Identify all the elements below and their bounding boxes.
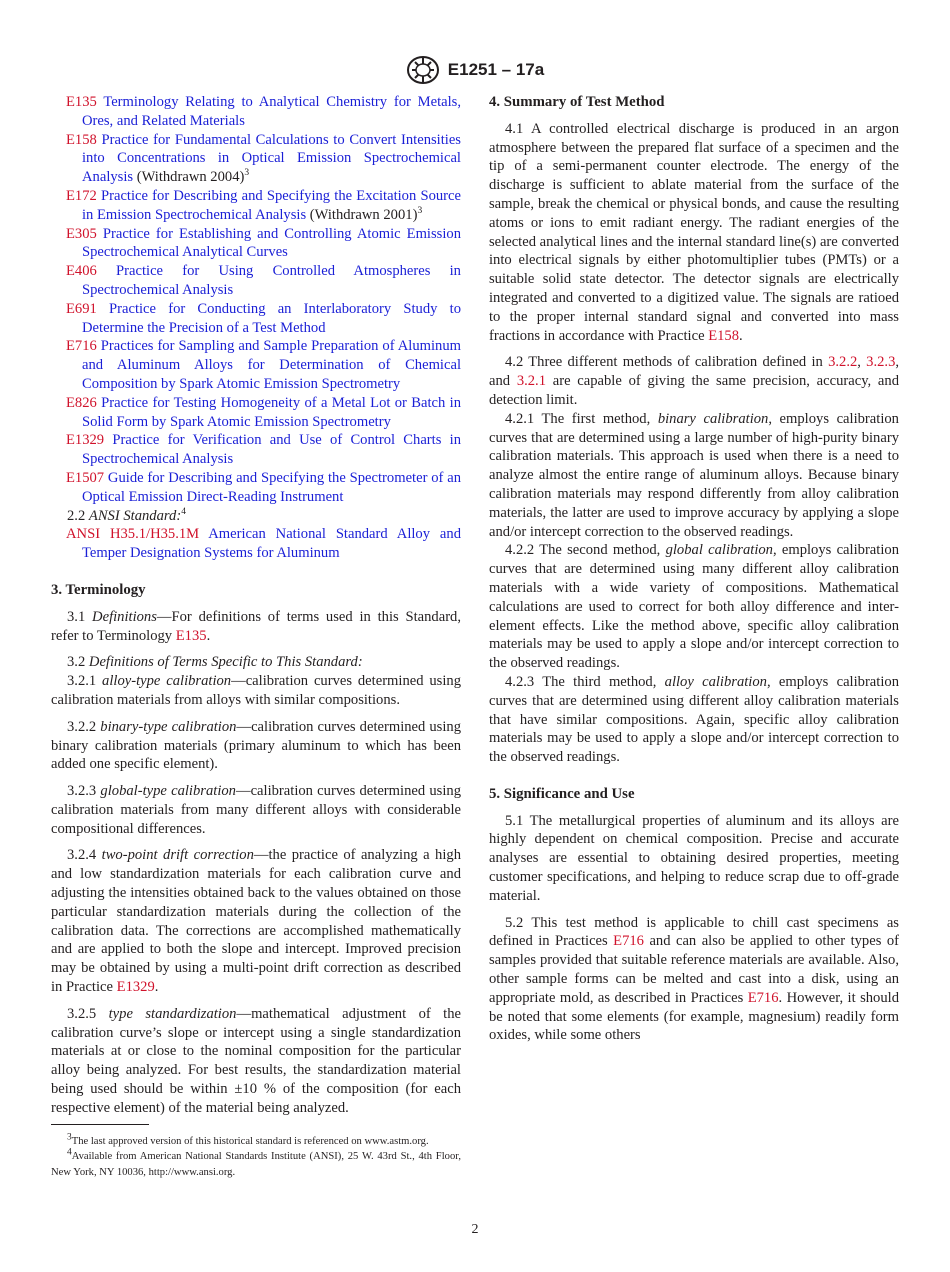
reference-item: [51, 93, 461, 131]
link-3-2-3[interactable]: 3.2.3: [866, 354, 896, 371]
footnote-marker: 3: [417, 205, 423, 216]
right-column: [489, 93, 899, 1045]
reference-code-link[interactable]: E691: [66, 300, 97, 317]
link-e1329[interactable]: E1329: [116, 979, 155, 996]
reference-title[interactable]: Terminology Relating to Analytical Chemistry for Metals, Ores, and Related Materials: [82, 94, 461, 129]
para-4-2-3: 4.2.3 The third method, alloy calibration, employs calibration curves that are determined using different alloy calibration materials that have similar compositions. Again, specific alloy calibration materials may be used to apply a slope and/or intercept correction to the observed readings.: [489, 673, 899, 766]
footnote-divider: [51, 1124, 149, 1125]
reference-title[interactable]: Practice for Establishing and Controlling Atomic Emission Spectrochemical Analytical Curves: [82, 225, 461, 261]
reference-item: [51, 300, 461, 338]
standard-designation: E1251 – 17a: [447, 60, 545, 79]
para-3-2-1: 3.2.1 alloy-type calibration—calibration curves determined using calibration materials from alloys with similar compositions.: [51, 673, 462, 708]
footnote-text: The last approved version of this historical standard is referenced on www.astm.org.: [71, 1136, 429, 1147]
reference-code-link[interactable]: E826: [66, 394, 97, 411]
reference-item: [51, 187, 461, 225]
footnotes: [51, 1124, 461, 1180]
para-3-2-4: 3.2.4 two-point drift correction—the practice of analyzing a high and low standardization materials for each calibration curve and adjusting the intensities obtained back to the values obtained on those particular standardization materials during the collection of the calibration data. The corrections are accomplished mathematically and are applied to both the slope and intercept. Improved precision may be obtained by using a multi-point drift correction as described in Practice E1329.: [51, 847, 461, 996]
section-3-heading: 3. Terminology: [51, 581, 146, 598]
reference-item: [51, 131, 461, 187]
reference-item: [51, 431, 461, 469]
reference-title[interactable]: Practice for Verification and Use of Control Charts in Spectrochemical Analysis: [82, 432, 461, 468]
reference-title[interactable]: Practice for Conducting an Interlaboratory Study to Determine the Precision of a Test Method: [82, 300, 461, 336]
reference-title[interactable]: Practices for Sampling and Sample Preparation of Aluminum and Aluminum Alloys for Determination of Chemical Composition by Spark Atomic Emission Spectrometry: [82, 338, 461, 392]
page-header: [0, 54, 950, 86]
para-3-1: 3.1 Definitions—For definitions of terms used in this Standard, refer to Terminology E135.: [51, 608, 461, 644]
link-e135[interactable]: E135: [175, 627, 207, 644]
reference-code-link[interactable]: E716: [66, 338, 97, 355]
para-3-2-5: 3.2.5 type standardization—mathematical adjustment of the calibration curve’s slope or intercept using a single standardization materials at or close to the nominal composition for the particular alloy being analyzed. For best results, the standardization material being used should be within ±10 % of the composition (for each respective element) of the material being analyzed.: [51, 1005, 462, 1116]
para-4-2: 4.2 Three different methods of calibration defined in 3.2.2, 3.2.3, and 3.2.1 are capable of giving the same precision, accuracy, and detection limit.: [489, 354, 900, 408]
reference-code-link[interactable]: E172: [66, 187, 97, 204]
section-4-heading: 4. Summary of Test Method: [489, 94, 665, 110]
footnote: [51, 1149, 461, 1180]
footnote-text: Available from American National Standards Institute (ANSI), 25 W. 43rd St., 4th Floor, New York, NY 10036, http://www.ansi.org.: [51, 1151, 461, 1178]
section-5-heading: 5. Significance and Use: [489, 785, 635, 802]
astm-logo-icon: [406, 55, 440, 85]
ansi-heading: 2.2 ANSI Standard:$^4$: [67, 506, 186, 524]
reference-note: (Withdrawn 2004): [133, 169, 245, 186]
footnote-mark: 4: [67, 1147, 72, 1158]
referenced-documents-list: [51, 93, 461, 507]
ansi-code-link[interactable]: H35.1/H35.1M: [109, 526, 200, 543]
reference-title[interactable]: Practice for Using Controlled Atmospheres in Spectrochemical Analysis: [82, 263, 461, 298]
reference-item: [51, 262, 461, 300]
reference-note: (Withdrawn 2001): [306, 206, 418, 223]
link-3-2-1[interactable]: 3.2.1: [516, 373, 546, 390]
para-4-2-2: 4.2.2 The second method, global calibration, employs calibration curves that are determined using many different alloy calibration materials with a wide variety of compositions. Mathematical calculations are used to correct for both alloy difference and inter-element effects. Like the method above, specific alloy calibration materials may be used to apply a slope and/or intercept correction to the observed readings.: [489, 542, 899, 672]
reference-code-link[interactable]: E1507: [66, 469, 105, 486]
ansi-reference: ANSI H35.1/H35.1M American National Standard Alloy and Temper Designation Systems for Aluminum: [66, 526, 461, 562]
left-column: [51, 93, 461, 1118]
reference-title[interactable]: Practice for Testing Homogeneity of a Metal Lot or Batch in Solid Form by Spark Atomic Emission Spectrometry: [82, 394, 461, 430]
footnote-mark: 3: [67, 1132, 72, 1143]
para-5-1: 5.1 The metallurgical properties of aluminum and its alloys are highly dependent on chemical composition. Precise and accurate analyses are essential to obtaining desired properties, meeting customer specifications, and helping to reduce scrap due to off-grade material.: [489, 812, 900, 904]
footnote: [51, 1134, 461, 1149]
footnote-marker: 3: [244, 168, 250, 179]
reference-code-link[interactable]: E135: [66, 94, 97, 110]
reference-code-link[interactable]: E1329: [66, 432, 105, 449]
reference-item: [51, 394, 461, 432]
para-5-2: 5.2 This test method is applicable to chill cast specimens as defined in Practices E716 and can also be applied to other types of samples provided that suitable reference materials are available. Also, other sample forms can be melted and cast into a disk, using an appropriate mold, as described in Practices E716. However, it should be noted that some elements (for example, magnesium) readily form oxides, while some others: [489, 914, 899, 1044]
reference-title[interactable]: Practice for Describing and Specifying the Excitation Source in Emission Spectrochemical Analysis: [82, 187, 461, 223]
reference-item: [51, 469, 461, 507]
para-4-2-1: 4.2.1 The first method, binary calibration, employs calibration curves that are determined using a large number of high-purity binary calibration materials. This approach is used when there is a need to analyze almost the entire range of aluminum alloys. Because binary calibration materials may respond differently from alloy calibration materials, the latter are used to improve accuracy by applying a slope and/or intercept correction to the observed readings.: [489, 410, 899, 540]
para-3-2-3: 3.2.3 global-type calibration—calibration curves determined using calibration materials from many different alloys with considerable compositional differences.: [51, 783, 461, 837]
footnote-list: [51, 1134, 461, 1180]
para-3-2-2: 3.2.2 binary-type calibration—calibration curves determined using binary calibration materials (primary aluminum to which has been added one specific element).: [51, 718, 462, 773]
reference-code-link[interactable]: E406: [66, 263, 97, 280]
para-4-1: 4.1 A controlled electrical discharge is produced in an argon atmosphere between the prepared flat surface of a specimen and the tip of a semi-permanent counter electrode. The energy of the discharge is sufficient to ablate material from the surface of the sample, break the chemical or physical bonds, and cause the resulting atoms or ions to emit radiant energy. The radiant energies of the selected analytical lines and the internal standard line(s) are converted into electrical signals by either photomultiplier tubes (PMTs) or a suitable solid state detector. The detector signals are electrically integrated and converted to a digitized value. The signals are ratioed to the proper internal standard signal and converted into mass fractions in accordance with Practice E158.: [489, 120, 900, 344]
link-3-2-2[interactable]: 3.2.2: [828, 354, 858, 371]
reference-code-link[interactable]: E158: [66, 131, 97, 148]
reference-title[interactable]: Guide for Describing and Specifying the Spectrometer of an Optical Emission Direct-Reading Instrument: [82, 469, 461, 505]
reference-item: [51, 337, 461, 393]
reference-item: [51, 225, 461, 263]
link-e716-second[interactable]: E716: [747, 989, 779, 1006]
link-e716-first[interactable]: E716: [613, 933, 644, 950]
reference-code-link[interactable]: E305: [66, 225, 97, 242]
link-e158[interactable]: E158: [708, 327, 740, 344]
para-3-2: 3.2 Definitions of Terms Specific to This Standard:: [67, 654, 363, 671]
reference-title[interactable]: Practice for Fundamental Calculations to Convert Intensities into Concentrations in Optical Emission Spectrochemical Analysis: [82, 131, 461, 186]
page-number: 2: [471, 1222, 479, 1237]
